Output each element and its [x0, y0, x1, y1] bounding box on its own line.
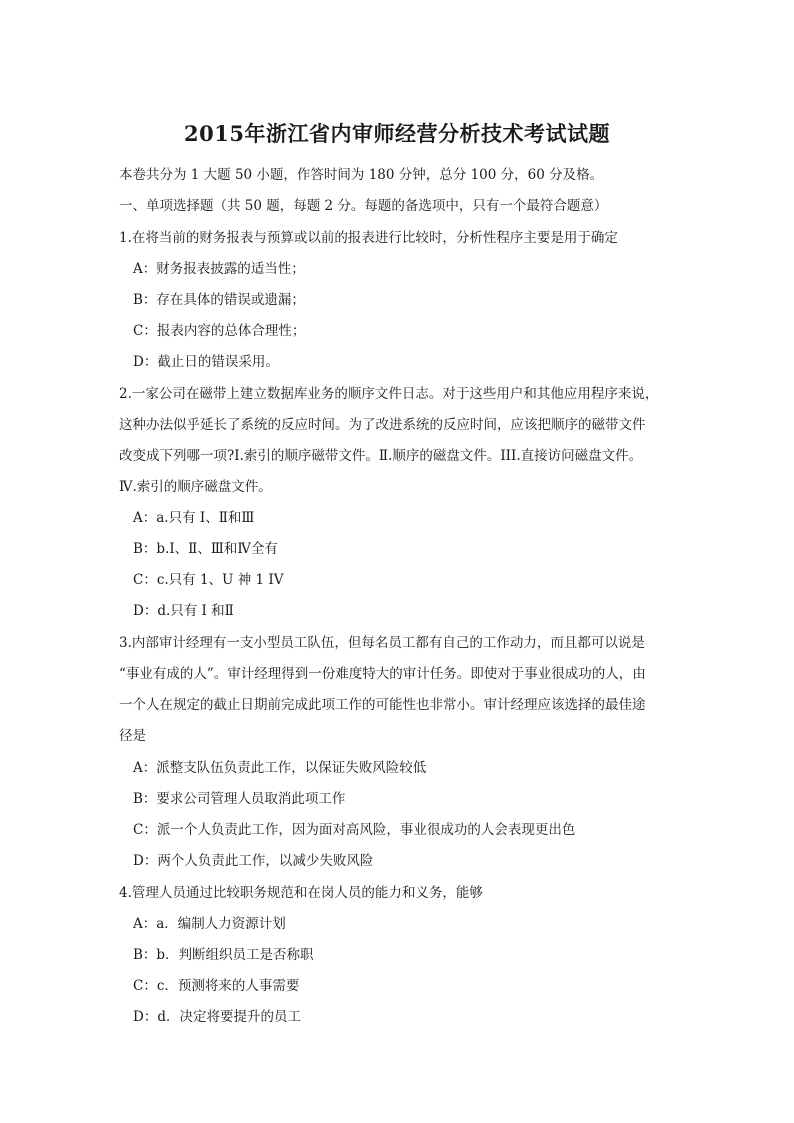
question-3-option-d: D：两个人负责此工作，以减少失败风险 — [133, 853, 374, 869]
question-3-stem-line: “事业有成的人”。审计经理得到一份难度特大的审计任务。即使对于事业很成功的人，由 — [119, 666, 646, 682]
question-2-option-b: B：b.I、Ⅱ、Ⅲ和Ⅳ全有 — [133, 541, 278, 557]
question-1-stem: 1.在将当前的财务报表与预算或以前的报表进行比较时，分析性程序主要是用于确定 — [119, 230, 618, 246]
question-4-option-a: A：a．编制人力资源计划 — [133, 916, 286, 932]
question-4-option-d: D：d．决定将要提升的员工 — [133, 1009, 301, 1025]
question-2-stem-line: 改变成下列哪一项?I.索引的顺序磁带文件。Ⅱ.顺序的磁盘文件。III.直接访问磁盘文件。 — [119, 448, 643, 464]
question-1-option-a: A：财务报表披露的适当性； — [133, 261, 305, 277]
question-3-stem-line: 径是 — [119, 728, 146, 744]
question-3-stem-line: 3.内部审计经理有一支小型员工队伍，但每名员工都有自己的工作动力，而且都可以说是 — [119, 635, 645, 651]
document-title: 2015年浙江省内审师经营分析技术考试试题 — [184, 121, 610, 146]
question-3-stem-line: 一个人在规定的截止日期前完成此项工作的可能性也非常小。审计经理应该选择的最佳途 — [119, 697, 646, 713]
question-2-stem-line: 2.一家公司在磁带上建立数据库业务的顺序文件日志。对于这些用户和其他应用程序来说， — [119, 386, 659, 402]
question-3-option-c: C：派一个人负责此工作，因为面对高风险，事业很成功的人会表现更出色 — [133, 822, 576, 838]
question-2-stem-line: 这种办法似乎延长了系统的反应时间。为了改进系统的反应时间，应该把顺序的磁带文件 — [119, 417, 646, 433]
question-2-stem-line: Ⅳ.索引的顺序磁盘文件。 — [119, 479, 272, 495]
question-1-option-d: D：截止日的错误采用。 — [133, 354, 279, 370]
question-2-option-c: C：c.只有 1、U 神 1 IV — [133, 572, 284, 588]
question-2-option-d: D：d.只有 I 和Ⅱ — [133, 603, 234, 619]
intro-text: 本卷共分为 1 大题 50 小题，作答时间为 180 分钟，总分 100 分，60 分及格。 — [119, 167, 604, 183]
question-4-option-b: B：b．判断组织员工是否称职 — [133, 947, 314, 963]
section-heading: 一、单项选择题（共 50 题，每题 2 分。每题的备选项中，只有一个最符合题意） — [119, 198, 608, 214]
question-3-option-a: A：派整支队伍负责此工作，以保证失败风险较低 — [133, 760, 427, 776]
question-4-stem: 4.管理人员通过比较职务规范和在岗人员的能力和义务，能够 — [119, 885, 483, 901]
question-2-option-a: A：a.只有 I、Ⅱ和Ⅲ — [133, 510, 255, 526]
question-1-option-b: B：存在具体的错误或遗漏； — [133, 292, 305, 308]
question-1-option-c: C：报表内容的总体合理性； — [133, 323, 306, 339]
question-3-option-b: B：要求公司管理人员取消此项工作 — [133, 791, 346, 807]
question-4-option-c: C：c．预测将来的人事需要 — [133, 978, 300, 994]
